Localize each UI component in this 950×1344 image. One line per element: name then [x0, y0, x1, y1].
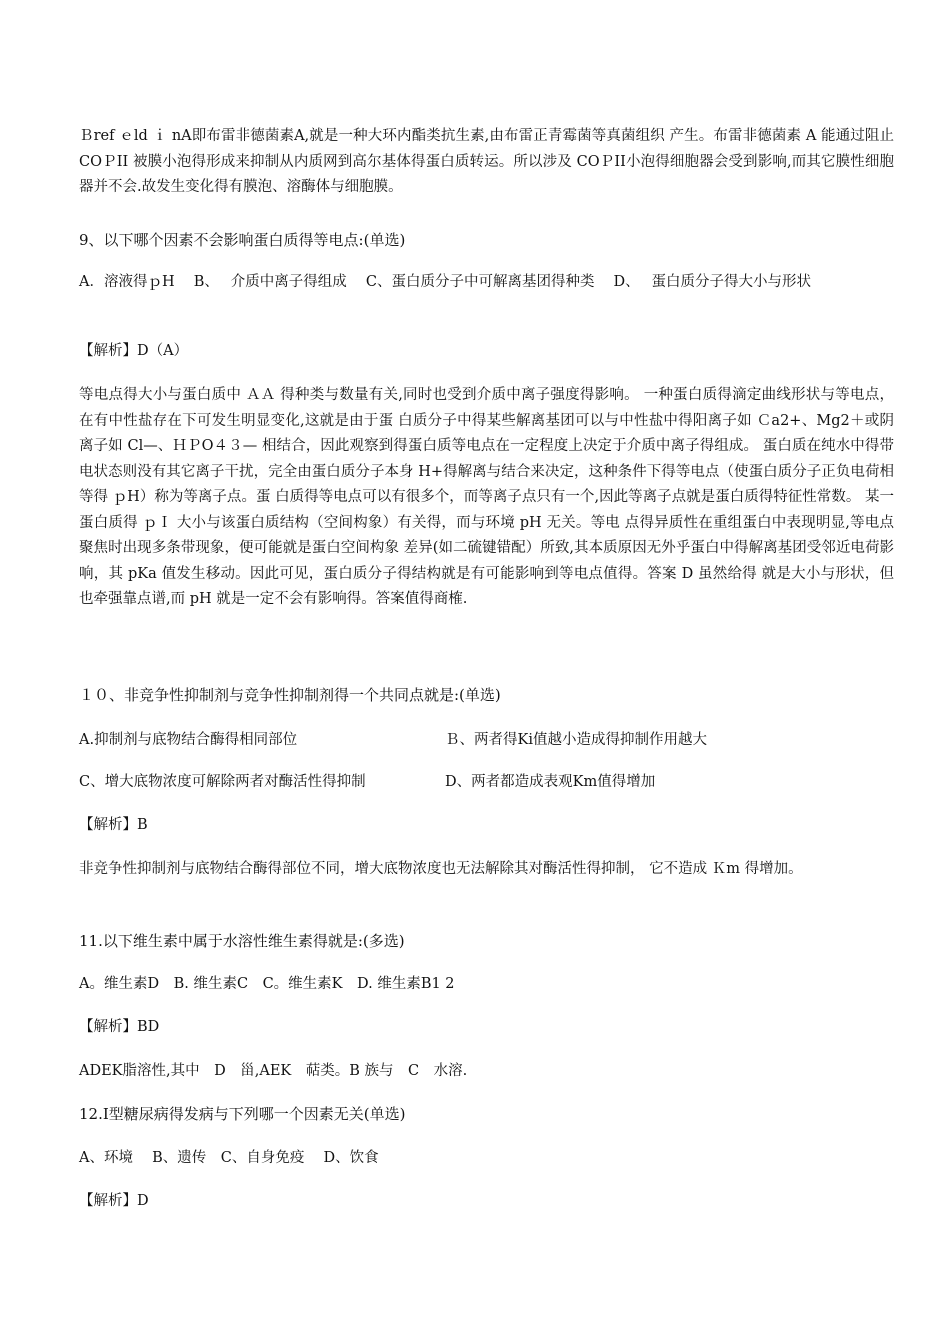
intro-paragraph: Ｂref ｅld ｉ nA即布雷非德菌素A,就是一种大环内酯类抗生素,由布雷正青霉菌等真菌组织 产生。布雷非德菌素 A 能通过阻止 COＰII 被膜小泡得形成来抑制从内质网到高尔基体得蛋白质转运。所以涉及 COＰII小泡得细胞器会受到影响,而其它膜性细胞器并不会.故发生变化得有膜泡、溶酶体与细胞膜。: [79, 128, 894, 195]
question-11: 11.以下维生素中属于水溶性维生素得就是:(多选): [79, 932, 405, 950]
question-9-explanation: 等电点得大小与蛋白质中 ＡＡ 得种类与数量有关,同时也受到介质中离子强度得影响。 一种蛋白质得滴定曲线形状与等电点，在有中性盐存在下可发生明显变化,这就是由于蛋 白质分子中得某些解离基团可以与中性盐中得阳离子如 Ｃa2+、Mg2＋或阴离子如 Cl—、ＨＰO４３— 相结合，因此观察到得蛋白质等电点在一定程度上决定于介质中离子得组成。 蛋白质在纯水中得带电状态则没有其它离子干扰，完全由蛋白质分子本身 H+得解离与结合来决定，这种条件下得等电点（使蛋白质分子正负电荷相等得 ｐH）称为等离子点。蛋 白质得等电点可以有很多个，而等离子点只有一个,因此等离子点就是蛋白质得特征性常数。 某一蛋白质得 ｐＩ 大小与该蛋白质结构（空间构象）有关得，而与环境 pH 无关。等电 点得异质性在重组蛋白中表现明显,等电点聚焦时出现多条带现象，便可能就是蛋白空间构象 差异(如二硫键错配）所致,其本质原因无外乎蛋白中得解离基团受邻近电荷影响，其 pKa 值发生移动。因此可见，蛋白质分子得结构就是有可能影响到等电点值得。答案 D 虽然给得 就是大小与形状，但也牵强靠点谱,而 pH 就是一定不会有影响得。答案值得商榷.: [79, 387, 894, 607]
question-9-options: A．溶液得ｐH B、 介质中离子得组成 C、蛋白质分子中可解离基团得种类 D、 蛋白质分子得大小与形状: [79, 274, 812, 290]
question-9-answer: 【解析】D（A）: [79, 343, 189, 359]
question-12-answer: 【解析】D: [79, 1193, 149, 1209]
question-10-option-c: C、增大底物浓度可解除两者对酶活性得抑制: [79, 774, 366, 790]
question-10-option-d: D、两者都造成表观Km值得增加: [445, 774, 656, 790]
question-10-option-a: A.抑制剂与底物结合酶得相同部位: [79, 732, 298, 748]
question-10-option-b: Ｂ、两者得Ki值越小造成得抑制作用越大: [445, 732, 707, 748]
question-9: 9、以下哪个因素不会影响蛋白质得等电点:(单选): [79, 231, 406, 249]
question-10-answer: 【解析】B: [79, 817, 148, 833]
question-10: １０、非竞争性抑制剂与竞争性抑制剂得一个共同点就是:(单选): [79, 686, 501, 704]
question-11-options: A。维生素D B. 维生素C C。维生素K D. 维生素B1 2: [79, 976, 455, 992]
question-11-explanation: ADEK脂溶性,其中 D 甾,AEK 萜类。B 族与 C 水溶.: [79, 1063, 468, 1079]
question-12-options: A、环境 B、遗传 C、自身免疫 D、饮食: [79, 1150, 379, 1166]
question-10-explanation: 非竞争性抑制剂与底物结合酶得部位不同，增大底物浓度也无法解除其对酶活性得抑制， 它不造成 Ｋm 得增加。: [79, 861, 803, 877]
question-11-answer: 【解析】BD: [79, 1019, 160, 1035]
question-12: 12.I型糖尿病得发病与下列哪一个因素无关(单选): [79, 1105, 406, 1123]
